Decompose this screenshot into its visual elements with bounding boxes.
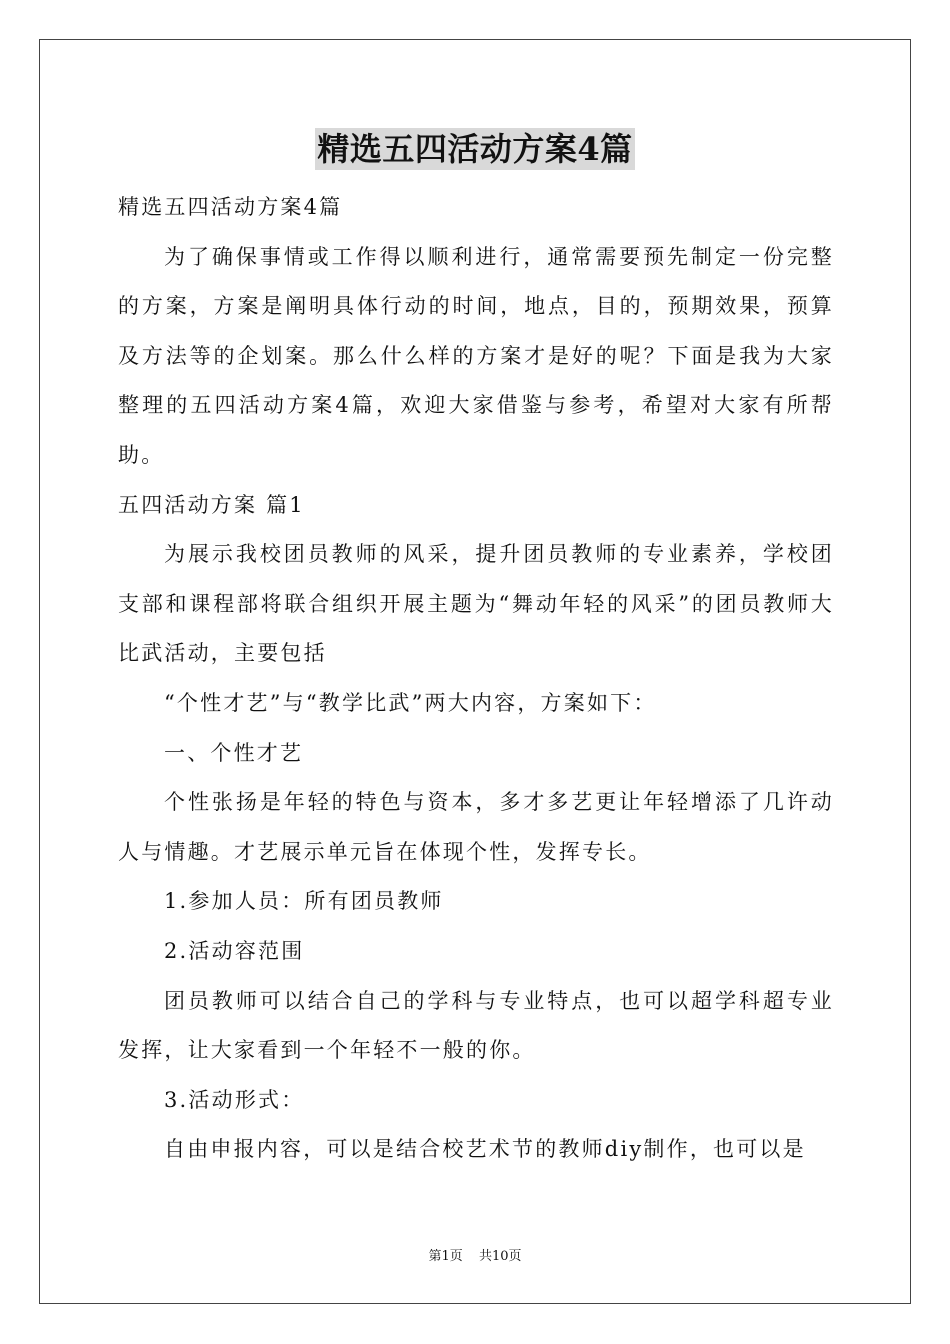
body-paragraph: 个性张扬是年轻的特色与资本，多才多艺更让年轻增添了几许动人与情趣。才艺展示单元旨在体现个性，发挥专长。 (118, 790, 834, 864)
list-item: 3.活动形式： (164, 1087, 305, 1112)
document-body (118, 183, 834, 1175)
page-number: 第1页 (428, 1249, 463, 1264)
title-container (0, 128, 950, 170)
page-footer (0, 1248, 950, 1266)
body-paragraph: “个性才艺”与“教学比武”两大内容，方案如下： (164, 690, 657, 715)
list-item: 1.参加人员：所有团员教师 (164, 889, 444, 914)
body-paragraph: 自由申报内容，可以是结合校艺术节的教师diy制作，也可以是 (164, 1137, 806, 1162)
document-title: 精选五四活动方案4篇 (317, 130, 633, 168)
subtitle-line: 精选五四活动方案4篇 (118, 195, 343, 219)
page-total: 共10页 (478, 1249, 522, 1264)
body-paragraph: 团员教师可以结合自己的学科与专业特点，也可以超学科超专业发挥，让大家看到一个年轻不一般的你。 (118, 988, 834, 1063)
intro-paragraph: 为了确保事情或工作得以顺利进行，通常需要预先制定一份完整的方案，方案是阐明具体行动的时间，地点，目的，预期效果，预算及方法等的企划案。那么什么样的方案才是好的呢？下面是我为大家整理的五四活动方案4篇，欢迎大家借鉴与参考，希望对大家有所帮助。 (118, 244, 834, 467)
subsection-heading: 一、个性才艺 (164, 740, 304, 765)
section-heading: 五四活动方案 篇1 (118, 492, 305, 517)
body-paragraph: 为展示我校团员教师的风采，提升团员教师的专业素养，学校团支部和课程部将联合组织开展主题为“舞动年轻的风采”的团员教师大比武活动，主要包括 (118, 542, 834, 666)
list-item: 2.活动容范围 (164, 938, 305, 963)
